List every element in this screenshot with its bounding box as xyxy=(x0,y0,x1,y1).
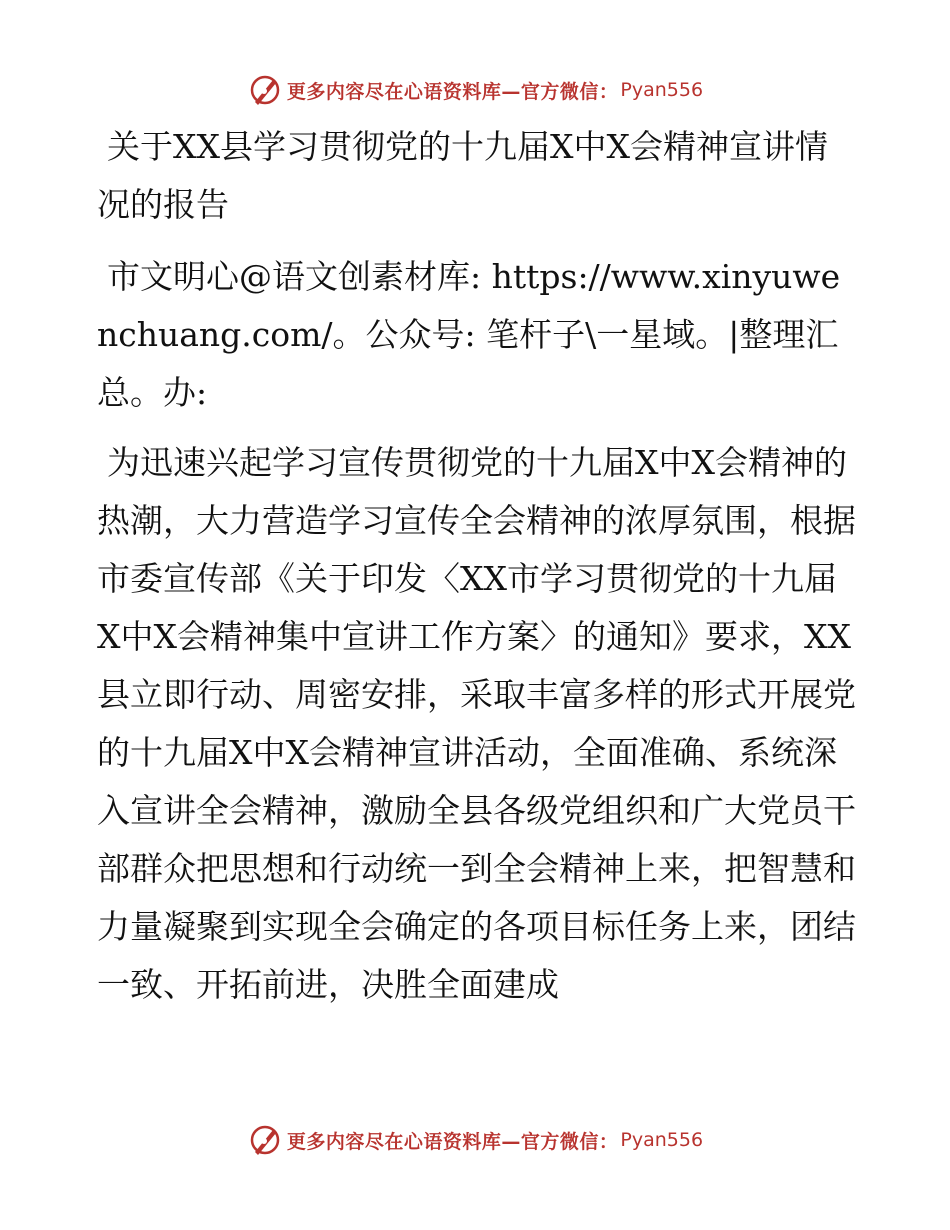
watermark-wechat-id: Pyan556 xyxy=(620,79,704,101)
watermark-wechat-id: Pyan556 xyxy=(620,1129,704,1151)
watermark-text: 更多内容尽在心语资料库—官方微信： xyxy=(286,1130,619,1153)
document-title: 关于XX县学习贯彻党的十九届X中X会精神宣讲情况的报告 xyxy=(97,127,828,224)
source-line: 市文明心@语文创素材库: https://www.xinyuwenchuang.com/。公众号: 笔杆子\一星域。|整理汇总。办: xyxy=(97,257,841,412)
watermark-banner-bottom xyxy=(0,1120,950,1160)
document-body xyxy=(97,118,857,1014)
watermark-text: 更多内容尽在心语资料库—官方微信： xyxy=(286,80,619,103)
body-paragraph: 为迅速兴起学习宣传贯彻党的十九届X中X会精神的热潮，大力营造学习宣传全会精神的浓厚氛围，根据市委宣传部《关于印发〈XX市学习贯彻党的十九届X中X会精神集中宣讲工作方案〉的通知》要求，XX县立即行动、周密安排，采取丰富多样的形式开展党的十九届X中X会精神宣讲活动，全面准确、系统深入宣讲全会精神，激励全县各级党组织和广大党员干部群众把思想和行动统一到全会精神上来，把智慧和力量凝聚到实现全会确定的各项目标任务上来，团结一致、开拓前进，决胜全面建成 xyxy=(97,443,856,1004)
watermark-banner-top xyxy=(0,70,950,110)
pen-logo-icon xyxy=(247,72,283,108)
pen-logo-icon xyxy=(247,1122,283,1158)
